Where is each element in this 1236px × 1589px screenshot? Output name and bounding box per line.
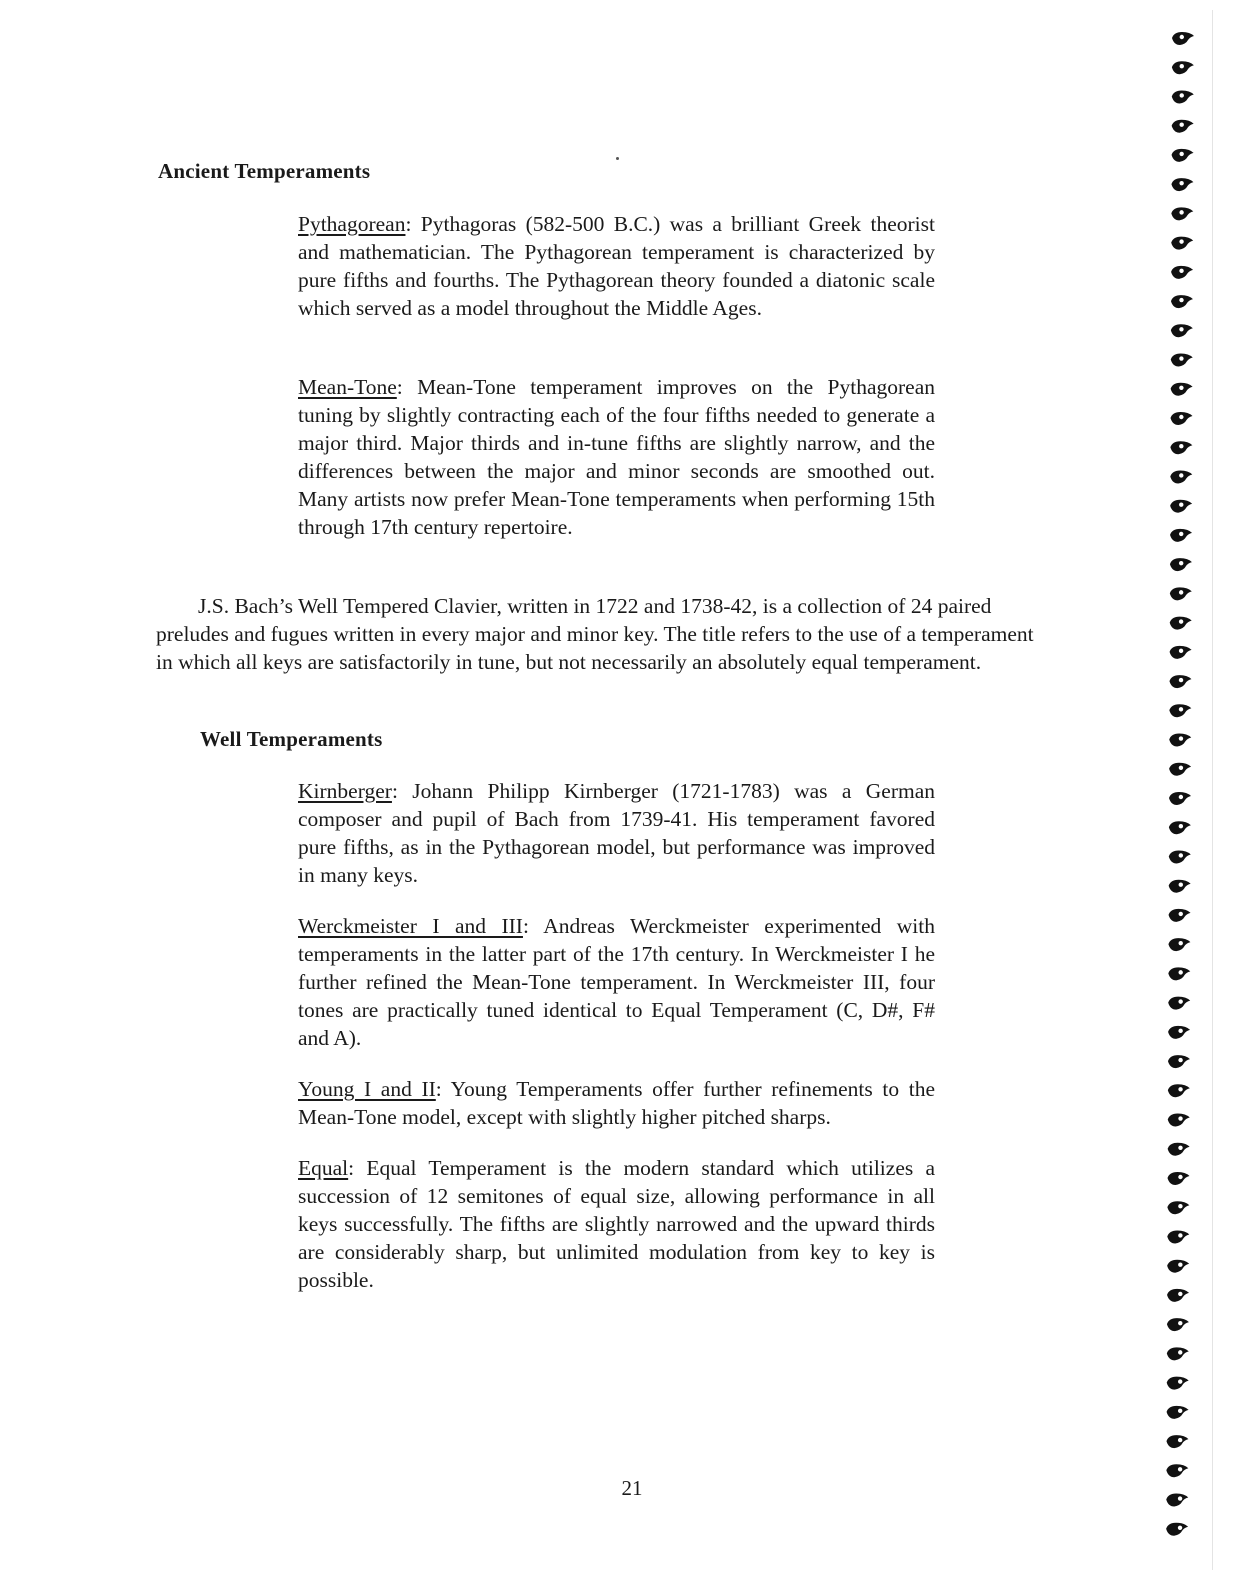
spiral-coil-icon (1167, 1347, 1189, 1360)
spiral-coil-icon (1166, 1494, 1188, 1507)
spiral-coil-icon (1167, 1260, 1189, 1273)
spiral-coil-icon (1171, 237, 1193, 250)
term-pythagorean: Pythagorean (298, 212, 406, 236)
entry-mean-tone (298, 373, 935, 541)
spiral-coil-icon (1169, 763, 1191, 776)
spiral-coil-icon (1168, 1026, 1190, 1039)
spiral-coil-icon (1172, 90, 1194, 103)
spiral-coil-icon (1170, 646, 1192, 659)
spiral-coil-icon (1171, 383, 1193, 396)
spiral-coil-icon (1168, 1143, 1190, 1156)
spiral-coil-icon (1167, 1318, 1189, 1331)
spiral-coil-icon (1167, 1377, 1189, 1390)
spiral-coil-icon (1169, 821, 1191, 834)
entry-young (298, 1075, 935, 1131)
spiral-coil-icon (1171, 412, 1193, 425)
entry-pythagorean (298, 210, 935, 322)
spiral-coil-icon (1167, 1406, 1189, 1419)
term-kirnberger: Kirnberger (298, 779, 392, 803)
definition-pythagorean: : Pythagoras (582-500 B.C.) was a brilliant Greek theorist and mathematician. The Pythagorean temperament is characterized by pure fifths and fourths. The Pythagorean theory founded a diatonic scale which served as a model throughout the Middle Ages. (298, 212, 935, 320)
scan-speck (616, 157, 619, 160)
definition-kirnberger: : Johann Philipp Kirnberger (1721-1783) was a German composer and pupil of Bach from 1739-41. His temperament favored pure fifths, as in the Pythagorean model, but performance was improved in many keys. (298, 779, 935, 887)
spiral-coil-icon (1166, 1523, 1188, 1536)
term-equal: Equal (298, 1156, 349, 1180)
spiral-coil-icon (1171, 295, 1193, 308)
spiral-coil-icon (1168, 967, 1190, 980)
heading-well-temperaments: Well Temperaments (200, 727, 383, 751)
spiral-coil-icon (1170, 558, 1192, 571)
entry-werckmeister (298, 912, 935, 1052)
spiral-coil-icon (1169, 850, 1191, 863)
spiral-coil-icon (1170, 587, 1192, 600)
spiral-coil-icon (1171, 207, 1193, 220)
spiral-coil-icon (1170, 470, 1192, 483)
spiral-coil-icon (1172, 32, 1194, 45)
spiral-coil-icon (1167, 1201, 1189, 1214)
spiral-coil-icon (1172, 120, 1194, 133)
spiral-coil-icon (1167, 1230, 1189, 1243)
bach-paragraph: J.S. Bach’s Well Tempered Clavier, written in 1722 and 1738-42, is a collection of 24 paired preludes and fugues written in every major and minor key. The title refers to the use of a temperament in which all keys are satisfactorily in tune, but not necessarily an absolutely equal temperament. (156, 594, 1034, 674)
spiral-coil-icon (1172, 149, 1194, 162)
spiral-coil-icon (1168, 1055, 1190, 1068)
spiral-coil-icon (1170, 500, 1192, 513)
heading-ancient-temperaments: Ancient Temperaments (158, 159, 371, 183)
spiral-coil-icon (1168, 1084, 1190, 1097)
spiral-coil-icon (1171, 354, 1193, 367)
entry-kirnberger (298, 777, 935, 889)
definition-young: : Young Temperaments offer further refinements to the Mean-Tone model, except with slightly higher pitched sharps. (298, 1077, 935, 1129)
spiral-coil-icon (1170, 529, 1192, 542)
spiral-coil-icon (1169, 675, 1191, 688)
spiral-coil-icon (1169, 792, 1191, 805)
term-young: Young I and II (298, 1077, 436, 1101)
term-mean-tone: Mean-Tone (298, 375, 397, 399)
spiral-coil-icon (1167, 1289, 1189, 1302)
definition-equal: : Equal Temperament is the modern standard which utilizes a succession of 12 semitones of equal size, allowing performance in all keys successfully. The fifths are slightly narrowed and the upward thirds are considerably sharp, but unlimited modulation from key to key is possible. (298, 1156, 935, 1292)
spiral-coil-icon (1168, 997, 1190, 1010)
spiral-coil-icon (1171, 324, 1193, 337)
spiral-coil-icon (1168, 1114, 1190, 1127)
spiral-coil-icon (1168, 1172, 1190, 1185)
spiral-coil-icon (1169, 880, 1191, 893)
page-edge-line (1212, 10, 1213, 1570)
spiral-coil-icon (1171, 178, 1193, 191)
spiral-coil-icon (1172, 61, 1194, 74)
spiral-coil-icon (1166, 1435, 1188, 1448)
spiral-coil-icon (1169, 909, 1191, 922)
spiral-coil-icon (1171, 266, 1193, 279)
entry-equal (298, 1154, 935, 1294)
spiral-coil-icon (1170, 617, 1192, 630)
term-werckmeister: Werckmeister I and III (298, 914, 523, 938)
spiral-coil-icon (1168, 938, 1190, 951)
definition-werckmeister: : Andreas Werckmeister experimented with temperaments in the latter part of the 17th century. In Werckmeister I he further refined the Mean-Tone temperament. In Werckmeister III, four tones are practically tuned identical to Equal Temperament (C, D#, F# and A). (298, 914, 935, 1050)
spiral-coil-icon (1166, 1464, 1188, 1477)
definition-mean-tone: : Mean-Tone temperament improves on the Pythagorean tuning by slightly contracting each of the four fifths needed to generate a major third. Major thirds and in-tune fifths are slightly narrow, and the differences between the major and minor seconds are smoothed out. Many artists now prefer Mean-Tone temperaments when performing 15th through 17th century repertoire. (298, 375, 935, 539)
spiral-coil-icon (1169, 704, 1191, 717)
spiral-coil-icon (1169, 734, 1191, 747)
page-number: 21 (621, 1476, 643, 1500)
spiral-coil-icon (1170, 441, 1192, 454)
spiral-binding-icon (1160, 26, 1200, 1566)
